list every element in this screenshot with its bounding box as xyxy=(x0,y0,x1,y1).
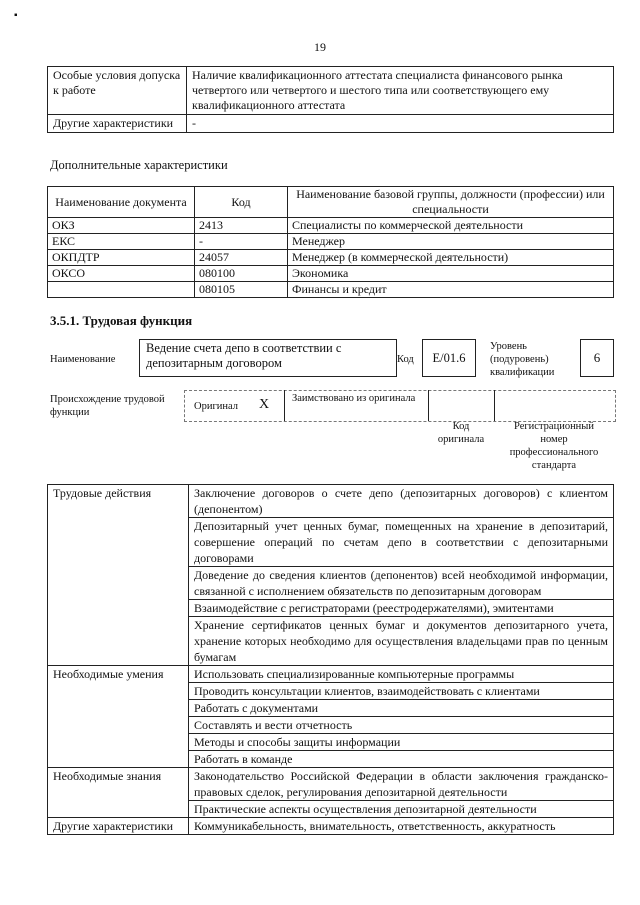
row-label: Особые условия допуска к работе xyxy=(48,67,187,115)
original-mark: X xyxy=(259,397,270,412)
table-row xyxy=(48,282,614,298)
table-row xyxy=(48,218,614,234)
additional-table xyxy=(47,186,614,298)
section-title: 3.5.1. Трудовая функция xyxy=(50,313,193,328)
table-cell: Экономика xyxy=(288,266,614,282)
list-item: Работать в команде xyxy=(189,751,614,768)
admission-table xyxy=(47,66,614,133)
list-item: Взаимодействие с регистраторами (реестродержателями), эмитентами xyxy=(189,600,614,617)
table-cell xyxy=(48,282,195,298)
level-label: Уровень (подуровень) квалификации xyxy=(490,341,555,378)
labor-function-table xyxy=(47,484,614,835)
table-cell: - xyxy=(195,234,288,250)
table-row xyxy=(48,234,614,250)
table-cell: Менеджер xyxy=(288,234,614,250)
table-cell: Финансы и кредит xyxy=(288,282,614,298)
row-label: Другие характеристики xyxy=(48,115,187,133)
function-name-box: Ведение счета депо в соответствии с депозитарным договором xyxy=(139,339,397,377)
reg-number-label: Регистрационный номер профессионального стандарта xyxy=(509,421,599,471)
list-item: Законодательство Российской Федерации в области заключения гражданско-правовых сделок, регулирования депозитарной деятельности xyxy=(189,768,614,801)
additional-title: Дополнительные характеристики xyxy=(50,158,228,172)
table-row xyxy=(48,818,614,835)
section-label: Необходимые умения xyxy=(48,666,189,768)
section-label: Необходимые знания xyxy=(48,768,189,818)
table-row xyxy=(48,115,614,133)
code-original-label: Код оригинала xyxy=(437,421,485,445)
name-label: Наименование xyxy=(50,354,116,365)
table-cell: Специалисты по коммерческой деятельности xyxy=(288,218,614,234)
table-cell: 080105 xyxy=(195,282,288,298)
list-item: Депозитарный учет ценных бумаг, помещенных на хранение в депозитарий, совершение операций по счетам депо в соответствии с депозитарными договорами xyxy=(189,518,614,567)
row-value: Наличие квалификационного аттестата специалиста финансового рынка четвертого или четвертого и шестого типа или соответствующего ему квалификационного аттестата xyxy=(187,67,614,115)
code-label: Код xyxy=(397,354,414,365)
divider xyxy=(428,390,429,421)
table-row xyxy=(48,67,614,115)
list-item: Доведение до сведения клиентов (депонентов) всей необходимой информации, связанной с исполнением обязательств по депозитарным договорам xyxy=(189,567,614,600)
table-row xyxy=(48,485,614,518)
table-cell: 24057 xyxy=(195,250,288,266)
level-value-box: 6 xyxy=(580,339,614,377)
divider xyxy=(494,390,495,421)
table-cell: 080100 xyxy=(195,266,288,282)
code-value-box: E/01.6 xyxy=(422,339,476,377)
list-item: Составлять и вести отчетность xyxy=(189,717,614,734)
list-item: Практические аспекты осуществления депозитарной деятельности xyxy=(189,801,614,818)
table-cell: ЕКС xyxy=(48,234,195,250)
section-label: Трудовые действия xyxy=(48,485,189,666)
table-row xyxy=(48,250,614,266)
table-row xyxy=(48,768,614,801)
table-cell: ОКПДТР xyxy=(48,250,195,266)
section-label: Другие характеристики xyxy=(48,818,189,835)
list-item: Коммуникабельность, внимательность, ответственность, аккуратность xyxy=(189,818,614,835)
table-cell: Менеджер (в коммерческой деятельности) xyxy=(288,250,614,266)
table-cell: ОКЗ xyxy=(48,218,195,234)
table-row xyxy=(48,666,614,683)
list-item: Проводить консультации клиентов, взаимодействовать с клиентами xyxy=(189,683,614,700)
table-header-row xyxy=(48,187,614,218)
column-header: Наименование документа xyxy=(48,187,195,218)
divider xyxy=(284,390,285,421)
list-item: Заключение договоров о счете депо (депозитарных договоров) с клиентом (депонентом) xyxy=(189,485,614,518)
row-value: - xyxy=(187,115,614,133)
borrowed-label: Заимствовано из оригинала xyxy=(292,393,416,404)
column-header: Наименование базовой группы, должности (профессии) или специальности xyxy=(288,187,614,218)
list-item: Работать с документами xyxy=(189,700,614,717)
table-cell: ОКСО xyxy=(48,266,195,282)
table-cell: 2413 xyxy=(195,218,288,234)
list-item: Хранение сертификатов ценных бумаг и документов депозитарного учета, хранение которых необходимо для осуществления владельцами прав по ценным бумагам xyxy=(189,617,614,666)
original-label: Оригинал xyxy=(194,401,238,412)
column-header: Код xyxy=(195,187,288,218)
origin-label: Происхождение трудовой функции xyxy=(50,394,165,418)
list-item: Использовать специализированные компьютерные программы xyxy=(189,666,614,683)
table-row xyxy=(48,266,614,282)
list-item: Методы и способы защиты информации xyxy=(189,734,614,751)
scan-dot: ▪ xyxy=(14,10,18,21)
page-number: 19 xyxy=(314,40,326,54)
